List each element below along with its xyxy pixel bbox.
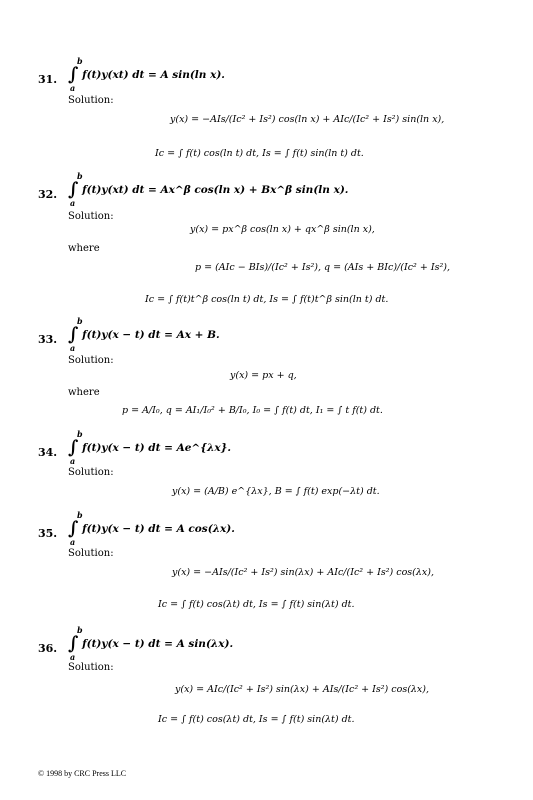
solution-formula: y(x) = px^β cos(ln x) + qx^β sin(ln x), (190, 224, 375, 235)
solution-label: Solution: (68, 467, 114, 478)
solution-formula: y(x) = px + q, (230, 370, 297, 381)
where-label: where (68, 387, 100, 398)
solution-label: Solution: (68, 211, 114, 222)
problem-number: 36. (38, 642, 58, 655)
solution-label: Solution: (68, 95, 114, 106)
solution-formula: Ic = ∫ f(t) cos(ln t) dt, Is = ∫ f(t) sin(ln t) dt. (155, 148, 364, 159)
solution-formula: y(x) = AIc/(Ic² + Is²) sin(λx) + AIs/(Ic² + Is²) cos(λx), (175, 684, 430, 695)
solution-formula: Ic = ∫ f(t)t^β cos(ln t) dt, Is = ∫ f(t)t^β sin(ln t) dt. (145, 294, 389, 305)
problem-number: 34. (38, 446, 58, 459)
integral-sign: ∫ b a (68, 429, 83, 466)
integral-sign: ∫ b a (68, 625, 83, 662)
integral-sign: ∫ b a (68, 56, 83, 93)
problem-statement: ∫ b a f(t)y(x − t) dt = Ax + B. (68, 316, 220, 353)
solution-formula: p = (AIc − BIs)/(Ic² + Is²), q = (AIs + BIc)/(Ic² + Is²), (195, 262, 450, 273)
integral-sign: ∫ b a (68, 171, 83, 208)
solution-formula: y(x) = −AIs/(Ic² + Is²) sin(λx) + AIc/(Ic² + Is²) cos(λx), (172, 567, 434, 578)
solution-formula: y(x) = −AIs/(Ic² + Is²) cos(ln x) + AIc/(Ic² + Is²) sin(ln x), (170, 114, 445, 125)
solution-label: Solution: (68, 548, 114, 559)
problem-number: 32. (38, 188, 58, 201)
solution-label: Solution: (68, 662, 114, 673)
problem-statement: ∫ b a f(t)y(x − t) dt = A sin(λx). (68, 625, 234, 662)
problem-statement: ∫ b a f(t)y(x − t) dt = Ae^{λx}. (68, 429, 232, 466)
solution-label: Solution: (68, 355, 114, 366)
copyright-footer: © 1998 by CRC Press LLC (38, 769, 127, 778)
solution-formula: Ic = ∫ f(t) cos(λt) dt, Is = ∫ f(t) sin(λt) dt. (158, 599, 355, 610)
problem-statement: ∫ b a f(t)y(x − t) dt = A cos(λx). (68, 510, 235, 547)
solution-formula: y(x) = (A/B) e^{λx}, B = ∫ f(t) exp(−λt) dt. (172, 486, 380, 497)
solution-formula: p = A/I₀, q = AI₁/I₀² + B/I₀, I₀ = ∫ f(t) dt, I₁ = ∫ t f(t) dt. (122, 405, 383, 416)
where-label: where (68, 243, 100, 254)
problem-number: 33. (38, 333, 58, 346)
integral-sign: ∫ b a (68, 510, 83, 547)
problem-statement: ∫ b a f(t)y(xt) dt = Ax^β cos(ln x) + Bx^β sin(ln x). (68, 171, 349, 208)
problem-number: 31. (38, 73, 58, 86)
solution-formula: Ic = ∫ f(t) cos(λt) dt, Is = ∫ f(t) sin(λt) dt. (158, 714, 355, 725)
problem-number: 35. (38, 527, 58, 540)
problem-statement: ∫ b a f(t)y(xt) dt = A sin(ln x). (68, 56, 225, 93)
integral-sign: ∫ b a (68, 316, 83, 353)
